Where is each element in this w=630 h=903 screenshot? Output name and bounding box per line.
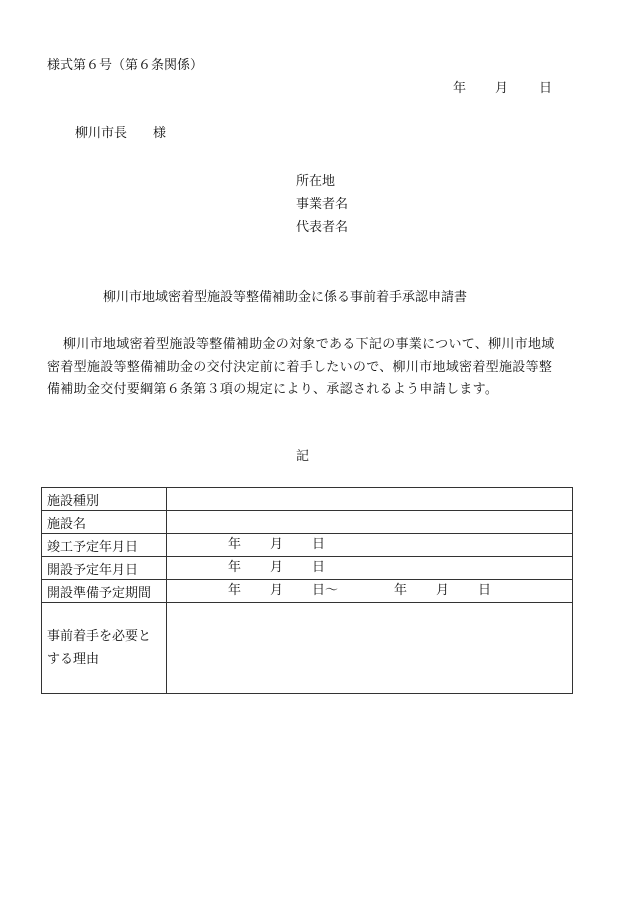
date-year-label: 年 xyxy=(453,81,467,96)
opening-month-label: 月 xyxy=(270,560,284,575)
addressee-honorific: 様 xyxy=(153,126,167,141)
date-month-label: 月 xyxy=(495,81,509,96)
completion-date-label: 竣工予定年月日 xyxy=(42,534,167,557)
facility-type-field[interactable] xyxy=(167,488,573,511)
addressee-name: 柳川市長 xyxy=(75,126,128,141)
date-day-label: 日 xyxy=(539,81,553,96)
form-number: 様式第６号（第６条関係） xyxy=(47,58,204,73)
submission-date xyxy=(453,81,552,97)
addressee xyxy=(75,126,166,142)
reason-field[interactable] xyxy=(167,603,573,694)
completion-date-field[interactable] xyxy=(167,534,573,557)
opening-date-field[interactable] xyxy=(167,557,573,580)
prep-start-day-label: 日〜 xyxy=(312,583,339,598)
prep-end-month-label: 月 xyxy=(436,583,450,598)
preparation-period-field[interactable] xyxy=(167,580,573,603)
facility-name-field[interactable] xyxy=(167,511,573,534)
table-row xyxy=(42,603,573,694)
applicant-representative-label: 代表者名 xyxy=(296,220,349,235)
facility-name-label: 施設名 xyxy=(42,511,167,534)
completion-month-label: 月 xyxy=(270,537,284,552)
body-text: 柳川市地域密着型施設等整備補助金の対象である下記の事業について、柳川市地域密着型施設等整備補助金の交付決定前に着手したいので、柳川市地域密着型施設等整備補助金交付要綱第６条第３項の規定により、承認されるよう申請します。 xyxy=(47,337,555,397)
applicant-block xyxy=(296,174,348,243)
opening-year-label: 年 xyxy=(228,560,242,575)
completion-day-label: 日 xyxy=(312,537,326,552)
opening-day-label: 日 xyxy=(312,560,326,575)
applicant-business-name-label: 事業者名 xyxy=(296,197,349,212)
table-row xyxy=(42,511,573,534)
ki-heading: 記 xyxy=(296,449,310,464)
prep-start-year-label: 年 xyxy=(228,583,242,598)
table-row xyxy=(42,534,573,557)
preparation-period-label: 開設準備予定期間 xyxy=(42,580,167,603)
table-row xyxy=(42,580,573,603)
detail-table xyxy=(41,487,573,694)
prep-end-year-label: 年 xyxy=(394,583,408,598)
prep-start-month-label: 月 xyxy=(270,583,284,598)
reason-label: 事前着手を必要とする理由 xyxy=(42,603,167,694)
opening-date-label: 開設予定年月日 xyxy=(42,557,167,580)
facility-type-label: 施設種別 xyxy=(42,488,167,511)
table-row xyxy=(42,488,573,511)
applicant-address-label: 所在地 xyxy=(296,174,336,189)
completion-year-label: 年 xyxy=(228,537,242,552)
table-row xyxy=(42,557,573,580)
prep-end-day-label: 日 xyxy=(478,583,492,598)
document-title: 柳川市地域密着型施設等整備補助金に係る事前着手承認申請書 xyxy=(103,290,468,305)
